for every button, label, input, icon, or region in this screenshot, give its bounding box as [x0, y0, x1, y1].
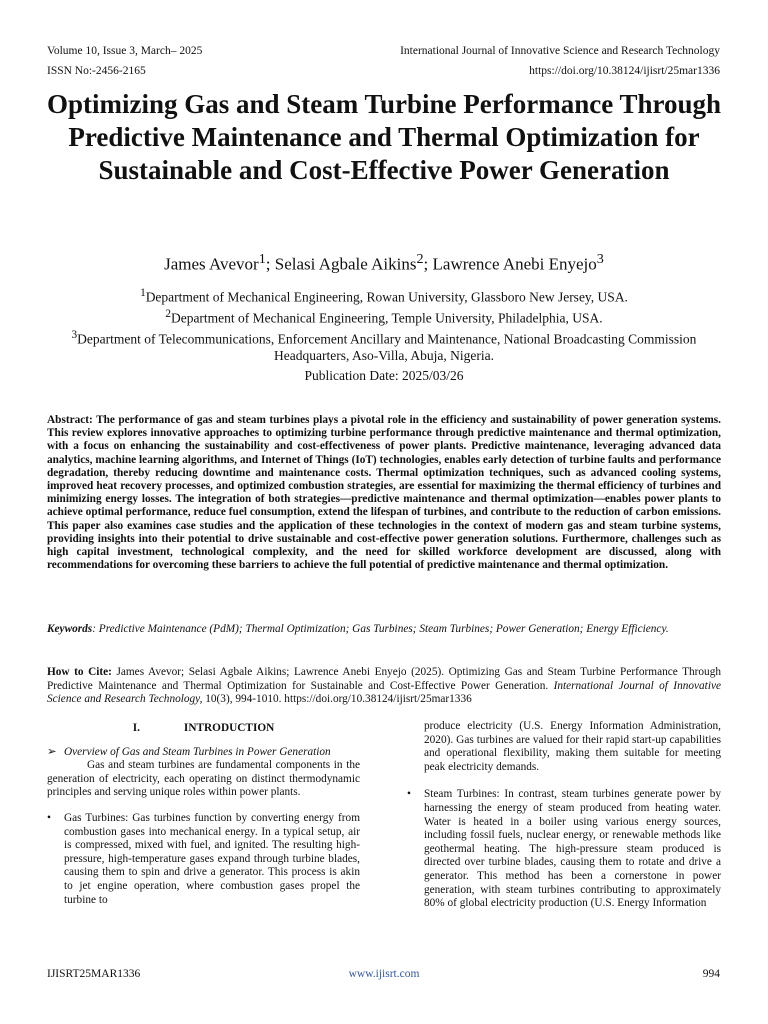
- affiliation: [40, 285, 728, 306]
- how-to-cite: [47, 666, 721, 707]
- affiliation-text: Department of Mechanical Engineering, Rowan University, Glassboro New Jersey, USA.: [145, 289, 628, 305]
- affiliation-sup: 2: [165, 308, 171, 320]
- cite-label: How to Cite:: [47, 666, 112, 678]
- author-sup: 2: [416, 251, 424, 267]
- list-item-text: Steam Turbines: In contrast, steam turbines generate power by harnessing the energy of steam produced from heating water. Water is heated in a boiler using various energy sources, including fossil fuels, nuclear energy, or renewable methods like geothermal heating. The high-pressure steam produced is directed over turbine blades, causing them to rotate and drive a generator. This method has been a cornerstone in power generation, with steam turbines contributing to approximately 80% of global electricity production (U.S. Energy Information: [424, 788, 721, 910]
- section-number: I.: [132, 722, 140, 734]
- bullet-icon: •: [47, 811, 51, 824]
- author-name: James Avevor: [164, 254, 259, 274]
- author-name: Selasi Agbale Aikins: [274, 254, 417, 274]
- bullet-icon: •: [407, 788, 411, 801]
- abstract-label: Abstract:: [47, 414, 93, 426]
- gas-turbines-continued: produce electricity (U.S. Energy Information Administration, 2020). Gas turbines are valued for their rapid start-up capabilities and operational flexibility, making them suitable for meeting peak electricity demands.: [424, 720, 721, 773]
- footer-article-id: IJISRT25MAR1336: [47, 968, 141, 980]
- cite-text: James Avevor; Selasi Agbale Aikins; Lawrence Anebi Enyejo (2025). Optimizing Gas and Steam Turbine Performance Through Predictive Maintenance and Thermal Optimization for Sustainable and Cost-Effective Power Generation.: [47, 666, 721, 692]
- affiliation-text: Department of Mechanical Engineering, Temple University, Philadelphia, USA.: [170, 310, 603, 326]
- arrow-bullet-icon: ➢: [47, 745, 57, 758]
- abstract-text: The performance of gas and steam turbines plays a pivotal role in the efficiency and sustainability of power generation systems. This review explores innovative approaches to optimizing turbine performance through predictive maintenance and thermal optimization, with a focus on enhancing the sustainability and cost-effectiveness of power plants. Predictive maintenance, leveraging advanced data analytics, machine learning algorithms, and Internet of Things (IoT) technologies, enables early detection of turbine faults and performance degradation, thereby reducing downtime and maintenance costs. Thermal optimization techniques, such as advanced cooling systems, improved heat recovery processes, and optimized combustion strategies, are essential for maximizing the thermal efficiency of turbines and minimizing energy losses. The integration of both strategies—predictive maintenance and thermal optimization—enables power plants to achieve optimal performance, reduce fuel consumption, extend the lifespan of turbines, and contribute to the reduction of carbon emissions. This paper also examines case studies and the application of these technologies in the context of modern gas and steam turbine systems, providing insights into their potential to drive sustainable and cost-effective power generation solutions. Furthermore, challenges such as high capital investment, technological complexity, and the need for skilled workforce development are discussed, along with recommendations for overcoming these barriers to achieve the full potential of predictive maintenance and thermal optimization.: [47, 414, 721, 572]
- volume-info: Volume 10, Issue 3, March– 2025: [47, 45, 203, 57]
- author-sep: ;: [265, 254, 275, 274]
- list-item-gas-turbines: [47, 812, 360, 907]
- subheading-text: Overview of Gas and Steam Turbines in Power Generation: [64, 745, 331, 758]
- keywords: [47, 623, 721, 636]
- affiliation-sup: 1: [140, 287, 146, 299]
- affiliation: [40, 327, 728, 365]
- list-item-steam-turbines: [407, 788, 721, 910]
- journal-name: International Journal of Innovative Science and Research Technology: [400, 45, 720, 57]
- right-column: [407, 720, 721, 911]
- author-name: Lawrence Anebi Enyejo: [432, 254, 597, 274]
- author-list: [0, 249, 768, 275]
- keywords-label: Keywords: [47, 623, 93, 635]
- paper-title: Optimizing Gas and Steam Turbine Performance Through Predictive Maintenance and Thermal Optimization for Sustainable and Cost-Effective Power Generation: [46, 89, 722, 185]
- affiliation: [40, 306, 728, 327]
- author-sep: ;: [423, 254, 433, 274]
- left-column: [47, 722, 360, 907]
- subheading: [47, 746, 360, 760]
- list-item-text: Gas Turbines: Gas turbines function by converting energy from combustion gases into mechanical energy. In a typical setup, air is compressed, mixed with fuel, and ignited. The resulting high-pressure, high-temperature gases expand through turbine blades, causing them to spin and drive a generator. This process is akin to jet engine operation, where combustion gases propel the turbine to: [64, 811, 360, 906]
- affiliation-text: Department of Telecommunications, Enforcement Ancillary and Maintenance, National Broadcasting Commission Headquarters, Aso-Villa, Abuja, Nigeria.: [77, 331, 697, 363]
- publication-date: Publication Date: 2025/03/26: [304, 368, 464, 383]
- section-heading: [47, 722, 360, 736]
- doi-link[interactable]: https://doi.org/10.38124/ijisrt/25mar1336: [529, 65, 720, 77]
- intro-paragraph: Gas and steam turbines are fundamental components in the generation of electricity, each operating on distinct thermodynamic principles and serving unique roles within power plants.: [47, 759, 360, 799]
- affiliations: [40, 285, 728, 365]
- abstract: [47, 414, 721, 572]
- keywords-text: : Predictive Maintenance (PdM); Thermal Optimization; Gas Turbines; Steam Turbines; Power Generation; Energy Efficiency.: [92, 623, 669, 635]
- footer-website-link[interactable]: www.ijisrt.com: [348, 968, 420, 980]
- section-title: INTRODUCTION: [183, 722, 275, 734]
- cite-journal: International Journal of Innovative Science and Research Technology,: [47, 679, 721, 706]
- author-sup: 3: [596, 251, 604, 267]
- issn: ISSN No:-2456-2165: [47, 65, 146, 77]
- cite-tail[interactable]: 10(3), 994-1010. https://doi.org/10.38124/ijisrt/25mar1336: [202, 693, 472, 706]
- page-number: 994: [702, 968, 720, 980]
- affiliation-sup: 3: [71, 329, 78, 341]
- author-sup: 1: [258, 251, 266, 267]
